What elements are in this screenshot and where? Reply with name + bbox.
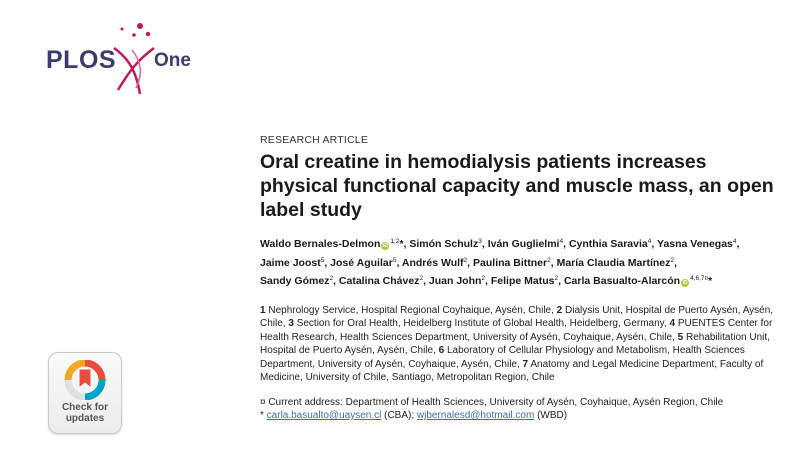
email-link-cba[interactable]: carla.basualto@uaysen.cl bbox=[266, 410, 382, 421]
author-affiliation-sup: 4,6,7¤ bbox=[690, 275, 709, 282]
email1-suffix: (CBA); bbox=[381, 410, 417, 421]
affiliation-text: Nephrology Service, Hospital Regional Coyhaique, Aysén, Chile, bbox=[268, 304, 554, 316]
article-title: Oral creatine in hemodialysis patients increases physical functional capacity and muscle mass, an open label study bbox=[260, 151, 774, 221]
affiliation-number: 4 bbox=[669, 318, 676, 329]
affiliation-number: 7 bbox=[522, 358, 529, 370]
author-name[interactable]: Felipe Matus bbox=[490, 275, 555, 287]
corresponding-author-mark: * bbox=[708, 275, 713, 287]
badge-line2: updates bbox=[65, 413, 105, 424]
affiliation-text: Laboratory of Cellular Physiology and Metabolism, Health Sciences Department, University of Aysén, Coyhaique, Aysén, Chile, bbox=[260, 345, 745, 370]
author-affiliation-sup: 5 bbox=[320, 256, 325, 264]
affiliation-number: 3 bbox=[288, 318, 294, 329]
logo-journal: One bbox=[154, 50, 191, 71]
affiliation-text: Section for Oral Health, Heidelberg Institute of Global Health, Heidelberg, Germany, bbox=[296, 318, 667, 329]
correspondence bbox=[260, 409, 780, 423]
check-updates-icon bbox=[63, 360, 107, 400]
author-name[interactable]: Andrés Wulf bbox=[401, 256, 464, 269]
affiliations bbox=[260, 304, 780, 385]
email2-suffix: (WBD) bbox=[534, 410, 568, 421]
corresponding-author-mark: * bbox=[399, 238, 404, 250]
affiliation-text: Dialysis Unit, Hospital de Puerto Aysén, Aysén, Chile, bbox=[260, 304, 774, 329]
author-name[interactable]: Paulina Bittner bbox=[473, 256, 548, 269]
author-affiliation-sup: 4 bbox=[647, 238, 652, 245]
email-link-wbd[interactable]: wjbernalesd@hotmail.com bbox=[416, 410, 535, 421]
affiliation-number: 1 bbox=[260, 304, 266, 316]
footnotes bbox=[260, 396, 780, 423]
plos-one-logo[interactable] bbox=[46, 20, 216, 100]
author-affiliation-sup: 4 bbox=[732, 238, 737, 245]
author-affiliation-sup: 2 bbox=[554, 275, 559, 282]
author-name[interactable]: Juan John bbox=[428, 275, 482, 287]
badge-line1: Check for bbox=[61, 402, 109, 413]
affiliation-number: 6 bbox=[438, 345, 445, 356]
author-name[interactable]: María Claudia Martínez bbox=[556, 256, 671, 269]
affiliation-text: Rehabilitation Unit, Hospital de Puerto Aysén, Aysén, Chile, bbox=[260, 331, 770, 356]
author-name[interactable]: Waldo Bernales-Delmon bbox=[260, 238, 381, 250]
orcid-icon[interactable]: iD bbox=[682, 280, 688, 286]
logo-brand: PLOS bbox=[46, 46, 117, 74]
affiliation-text: Anatomy and Legal Medicine Department, Faculty of Medicine, University of Chile, Santiago, Metropolitan Region, Chile bbox=[260, 358, 764, 383]
author-affiliation-sup: 2 bbox=[481, 275, 486, 282]
affiliation-number: 2 bbox=[556, 304, 563, 316]
author-name[interactable]: Iván Guglielmi bbox=[487, 238, 560, 250]
author-name[interactable]: Sandy Gómez bbox=[260, 275, 330, 287]
author-list: Waldo Bernales-Delmon iD$^{1,2}$*, Simón Schulz$^3$, Iván Guglielmi$^4$, Cynthia Saravia$^4$, Yasna Venegas$^4$, Jaime Joost$^5$, José Aguilar$^5$, Andrés Wulf$^2$, Paulina Bittner$^2$, María Claudia Martínez$^2$, Sandy Gómez$^2$, Catalina Chávez$^2$, Juan John$^2$, Felipe Matus$^2$, Carla Basualto-Alarcón $iD^{4,6,7¤}*$ bbox=[260, 238, 740, 287]
author-name[interactable]: Jaime Joost bbox=[260, 256, 321, 269]
author-name[interactable]: Catalina Chávez bbox=[338, 275, 420, 287]
article-type: RESEARCH ARTICLE bbox=[260, 134, 369, 146]
affiliation-number: 5 bbox=[677, 331, 684, 343]
author-affiliation-sup: 2 bbox=[463, 256, 468, 264]
author-affiliation-sup: 2 bbox=[419, 275, 424, 282]
corresponding-mark: * bbox=[260, 410, 267, 421]
orcid-icon[interactable]: iD bbox=[382, 243, 388, 249]
author-affiliation-sup: 2 bbox=[329, 275, 334, 282]
article-header bbox=[260, 134, 780, 423]
author-affiliation-sup: 3 bbox=[478, 238, 482, 245]
check-for-updates-badge[interactable] bbox=[48, 352, 122, 434]
current-address: ¤ Current address: Department of Health Sciences, University of Aysén, Coyhaique, Aysén Region, Chile bbox=[260, 396, 724, 408]
author-name[interactable]: Yasna Venegas bbox=[657, 238, 733, 250]
author-affiliation-sup: 1,2 bbox=[390, 238, 400, 245]
logo-swirl-icon bbox=[110, 20, 160, 100]
author-affiliation-sup: 2 bbox=[670, 256, 674, 264]
author-name[interactable]: Cynthia Saravia bbox=[568, 238, 648, 250]
author-name[interactable]: José Aguilar bbox=[330, 256, 393, 269]
author-name[interactable]: Simón Schulz bbox=[409, 238, 479, 250]
author-affiliation-sup: 5 bbox=[392, 256, 397, 264]
author-affiliation-sup: 4 bbox=[559, 238, 564, 245]
author-affiliation-sup: 2 bbox=[547, 256, 551, 264]
affiliation-text: PUENTES Center for Health Research, Health Sciences Department, University of Aysén, Coyhaique, Aysén, Chile, bbox=[260, 318, 773, 343]
author-name[interactable]: Carla Basualto-Alarcón bbox=[563, 275, 681, 287]
